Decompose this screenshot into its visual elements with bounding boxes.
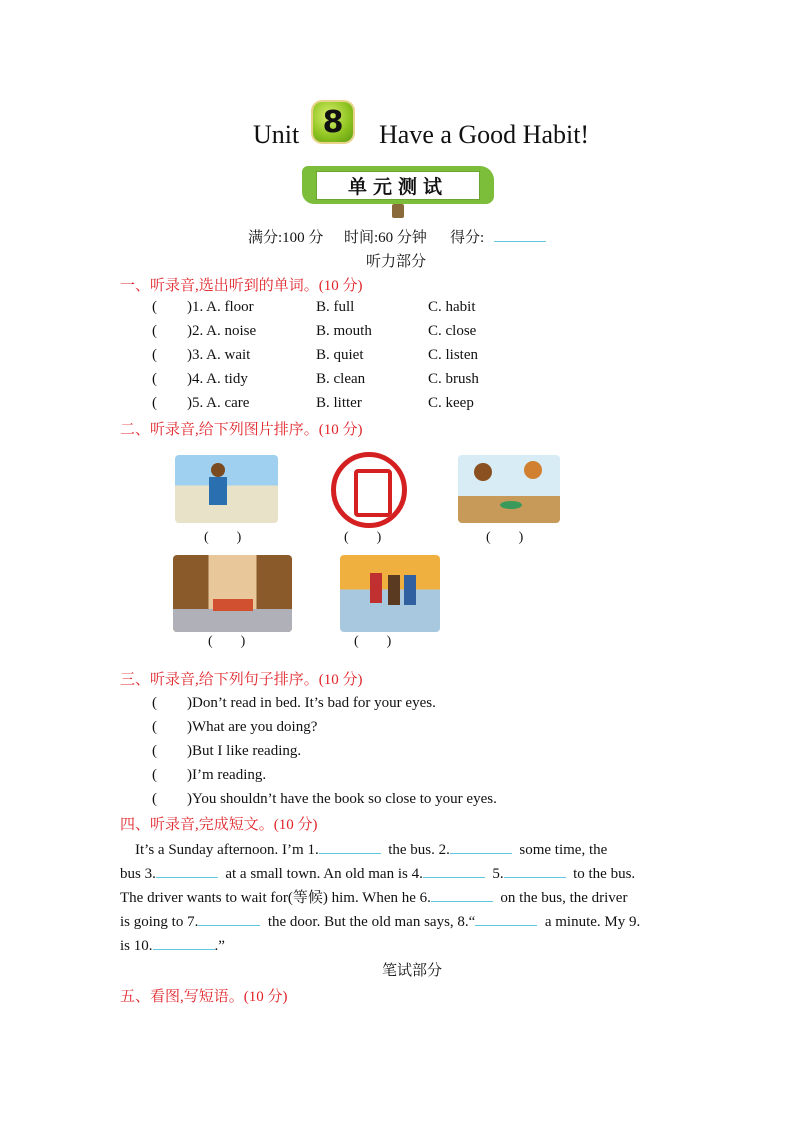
- full-score: 满分:100 分: [248, 230, 324, 246]
- score-field[interactable]: [494, 227, 546, 242]
- passage-text: a minute. My 9.: [537, 914, 641, 930]
- option-b[interactable]: B. clean: [316, 371, 366, 387]
- passage-text: at a small town. An old man is 4.: [217, 866, 423, 882]
- section3-heading: 三、听录音,给下列句子排序。(10 分): [120, 672, 363, 688]
- answer-paren-4[interactable]: ( ): [208, 634, 246, 649]
- blank-field[interactable]: [198, 911, 260, 926]
- passage-text: on the bus, the driver: [492, 890, 628, 906]
- answer-paren-1[interactable]: ( ): [204, 530, 242, 545]
- picture-library: [173, 555, 292, 632]
- question-option-a[interactable]: ( )1. A. floor: [152, 299, 254, 315]
- writing-part-heading: 笔试部分: [382, 963, 443, 979]
- passage-line: [120, 838, 607, 862]
- option-c[interactable]: C. habit: [428, 299, 476, 315]
- passage-text: .”: [214, 938, 225, 954]
- section1-heading: 一、听录音,选出听到的单词。(10 分): [120, 278, 363, 294]
- sentence-item: ( )You shouldn’t have the book so close to your eyes.: [152, 791, 497, 807]
- passage-text: to the bus.: [565, 866, 636, 882]
- question-option-a[interactable]: ( )5. A. care: [152, 395, 250, 411]
- picture-boy-litter: [175, 455, 278, 523]
- blank-field[interactable]: [431, 887, 493, 902]
- sentence-item: ( )What are you doing?: [152, 719, 318, 735]
- choice-row: [152, 367, 479, 391]
- blank-field[interactable]: [319, 839, 381, 854]
- sentence-item: ( )I’m reading.: [152, 767, 267, 783]
- choice-row: [152, 391, 479, 415]
- option-b[interactable]: B. full: [316, 299, 355, 315]
- banner-text: 单元测试: [316, 171, 480, 200]
- option-b[interactable]: B. quiet: [316, 347, 364, 363]
- choice-row: [152, 319, 479, 343]
- option-c[interactable]: C. keep: [428, 395, 474, 411]
- passage-line: [120, 910, 640, 934]
- section1-items: [152, 295, 479, 415]
- question-option-a[interactable]: ( )2. A. noise: [152, 323, 257, 339]
- unit-label: Unit: [253, 120, 300, 149]
- option-c[interactable]: C. brush: [428, 371, 479, 387]
- section2-heading: 二、听录音,给下列图片排序。(10 分): [120, 422, 363, 438]
- passage-line: [120, 862, 635, 886]
- blank-field[interactable]: [153, 935, 215, 950]
- section4-heading: 四、听录音,完成短文。(10 分): [120, 817, 318, 833]
- score-label: 得分:: [450, 230, 485, 246]
- passage-line: [120, 886, 627, 910]
- question-option-a[interactable]: ( )3. A. wait: [152, 347, 251, 363]
- blank-field[interactable]: [504, 863, 566, 878]
- section3-items: [152, 691, 497, 811]
- unit-title: Have a Good Habit!: [379, 120, 590, 149]
- passage-text: bus 3.: [120, 866, 156, 882]
- question-option-a[interactable]: ( )4. A. tidy: [152, 371, 248, 387]
- passage-text: the bus. 2.: [380, 842, 450, 858]
- passage-text: is going to 7.: [120, 914, 199, 930]
- passage-text: the door. But the old man says, 8.“: [260, 914, 476, 930]
- passage-line: [120, 934, 225, 958]
- listening-part-heading: 听力部分: [366, 254, 427, 270]
- passage-text: some time, the: [511, 842, 608, 858]
- choice-row: [152, 295, 479, 319]
- blank-field[interactable]: [475, 911, 537, 926]
- passage-text: is 10.: [120, 938, 153, 954]
- blank-field[interactable]: [156, 863, 218, 878]
- answer-paren-3[interactable]: ( ): [486, 530, 524, 545]
- unit-number-badge: 8: [313, 102, 353, 142]
- answer-paren-5[interactable]: ( ): [354, 634, 392, 649]
- picture-no-litter-sign: [331, 452, 407, 528]
- unit-test-banner: [302, 166, 494, 204]
- section5-heading: 五、看图,写短语。(10 分): [120, 989, 288, 1005]
- answer-paren-2[interactable]: ( ): [344, 530, 382, 545]
- option-c[interactable]: C. close: [428, 323, 477, 339]
- option-b[interactable]: B. mouth: [316, 323, 372, 339]
- option-b[interactable]: B. litter: [316, 395, 362, 411]
- sentence-item: ( )Don’t read in bed. It’s bad for your eyes.: [152, 695, 436, 711]
- choice-row: [152, 343, 479, 367]
- passage-text: The driver wants to wait for(等候) him. When he 6.: [120, 890, 431, 906]
- blank-field[interactable]: [423, 863, 485, 878]
- passage-text: 5.: [484, 866, 504, 882]
- sentence-item: ( )But I like reading.: [152, 743, 302, 759]
- time-limit: 时间:60 分钟: [344, 230, 427, 246]
- picture-kids-queue: [340, 555, 440, 632]
- passage-text: It’s a Sunday afternoon. I’m 1.: [120, 842, 319, 858]
- picture-kids-eating: [458, 455, 560, 523]
- blank-field[interactable]: [450, 839, 512, 854]
- banner-post: [392, 204, 404, 218]
- option-c[interactable]: C. listen: [428, 347, 479, 363]
